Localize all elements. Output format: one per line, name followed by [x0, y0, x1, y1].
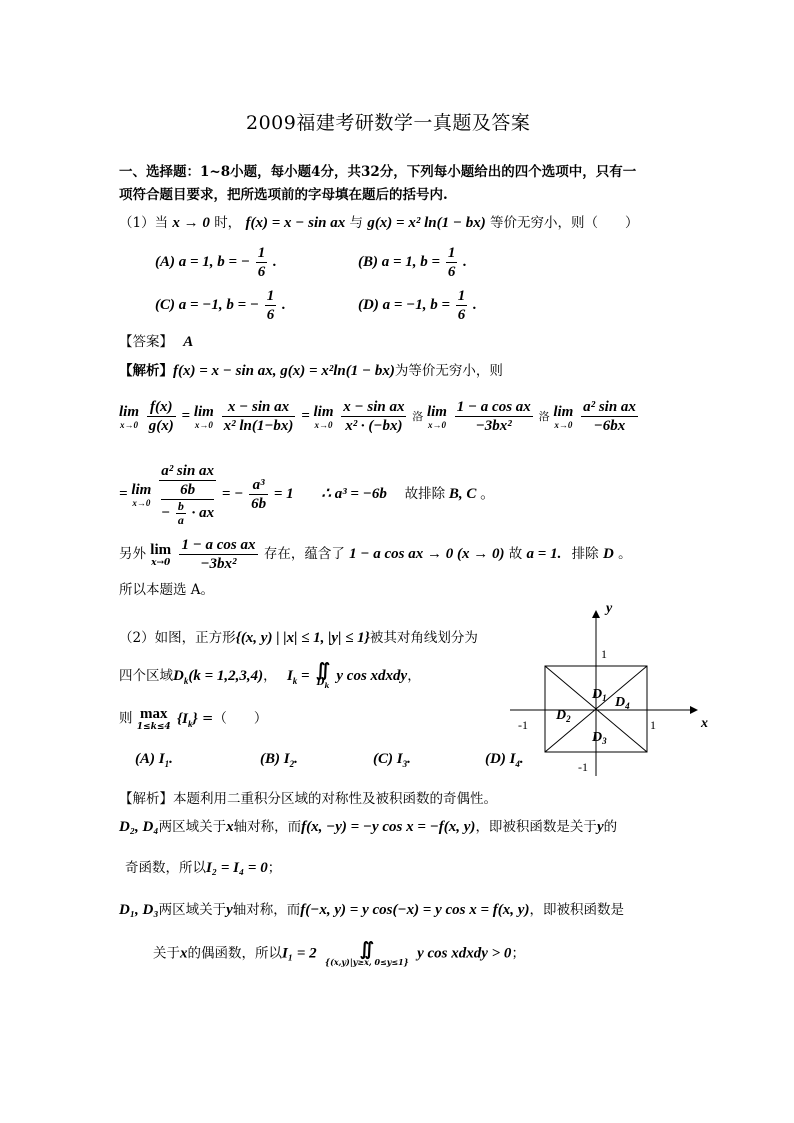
q1-t3: 等价无穷小，则（ ）	[489, 215, 639, 231]
q2-line2: 四个区域$D_k(k = 1,2,3,4)$， $I_k$ = ∬ $D_k$ y cos xdxdy，	[119, 660, 421, 690]
q1-limit-result: = lim x→0 a² sin ax 6b − $\frac{b}{a}$ · ax = − $\frac{\text{a³}}{6b}$ = 1 ∴ a³ = −6b 故排除 B, C 。	[119, 463, 496, 527]
q1-limit-chain: lim x→0 $\frac{f(x)}{g(x)}$ = lim x→0 $\frac{\text{x − sin ax}}{\text{x² ln(1−bx)}}$ = lim x→0 $\frac{\text{x − sin ax}}{\text{x² · (−bx)}}$ 洛 lim x→0 $\frac{\text{1 − a cos ax}}{\text{−3bx²}}$ 洛 lim x→0 $\frac{\text{a² sin ax}}{-6bx}$	[119, 399, 636, 434]
q2-analysis: 【解析】本题利用二重积分区域的对称性及被积函数的奇偶性。	[119, 791, 497, 807]
q1-option-a: (A) a = 1, b = − $\frac{1}{6}$ .	[155, 245, 277, 280]
q2-option-a: (A) $I_1$.	[135, 751, 173, 769]
q2-option-c: (C) $I_3$.	[373, 751, 411, 769]
q1-option-b: (B) a = 1, b = $\frac{1}{6}$ .	[358, 245, 467, 280]
q1-answer: 【答案】 A	[119, 334, 194, 350]
region-d3-label: $D_3$	[592, 730, 607, 746]
x-axis-label: x	[701, 716, 708, 731]
y-axis-arrow	[592, 610, 600, 618]
q2-para3: D₁, D₃两区域关于y轴对称，而f(−x, y) = y cos(−x) = y cos x = f(x, y)，即被积函数是	[119, 902, 624, 918]
region-d1-label: $D_1$	[592, 687, 607, 703]
tick-x-1: 1	[650, 718, 656, 732]
x-axis-arrow	[690, 706, 698, 714]
q1-cond: x → 0	[172, 215, 210, 231]
q1-conclusion: 所以本题选 A。	[119, 582, 215, 598]
region-d4-label: $D_4$	[615, 695, 630, 711]
q2-line3: 则 max 1≤k≤4 $\{I_k\}$ =（ ）	[119, 706, 268, 732]
q1-t2: 与	[349, 215, 364, 231]
q1-t1: 时，	[214, 215, 242, 231]
section-header-line1: 一、选择题：1~8小题，每小题4分，共32分，下列每小题给出的四个选项中，只有一	[119, 164, 637, 180]
tick-x-neg1: -1	[518, 718, 528, 732]
q2-para4: 关于x的偶函数，所以I₁ = 2 ∬ {(x,y)|y≥x, 0≤y≤1} y cos xdxdy > 0；	[153, 939, 525, 967]
q1-extra-line: 另外 lim x→0 $\frac{\text{1 − a cos ax}}{\text{−3bx²}}$ 存在，蕴含了 1 − a cos ax → 0 (x → 0) 故 a = 1. 排除 D 。	[119, 537, 632, 572]
tick-y-1: 1	[601, 647, 607, 661]
q1-stem	[119, 211, 638, 232]
q2-option-d: (D) $I_4$.	[485, 751, 524, 769]
q1-analysis: 【解析】f(x) = x − sin ax, g(x) = x²ln(1 − bx)为等价无穷小，则	[119, 363, 503, 379]
page-title: 2009福建考研数学一真题及答案	[246, 112, 531, 134]
q2-option-b: (B) $I_2$.	[260, 751, 298, 769]
region-figure	[500, 596, 730, 781]
q1-f: f(x) = x − sin ax	[245, 215, 346, 231]
q2-para1: D₂, D₄两区域关于x轴对称，而f(x, −y) = −y cos x = −f(x, y)，即被积函数是关于y的	[119, 819, 618, 835]
section-header-line2: 项符合题目要求，把所选项前的字母填在题后的括号内.	[119, 187, 448, 203]
q1-number: （1）当	[119, 215, 169, 231]
y-axis-label: y	[606, 601, 613, 616]
q1-g: g(x) = x² ln(1 − bx)	[367, 215, 486, 231]
q1-option-d: (D) a = −1, b = $\frac{1}{6}$ .	[358, 288, 477, 323]
tick-y-neg1: -1	[578, 760, 588, 774]
q2-line1: （2）如图，正方形{(x, y) | |x| ≤ 1, |y| ≤ 1}被其对角线划分为	[119, 630, 478, 646]
region-d2-label: $D_2$	[556, 708, 571, 724]
q1-option-c: (C) a = −1, b = − $\frac{1}{6}$ .	[155, 288, 286, 323]
q2-para2: 奇函数，所以I₂ = I₄ = 0；	[125, 860, 282, 876]
